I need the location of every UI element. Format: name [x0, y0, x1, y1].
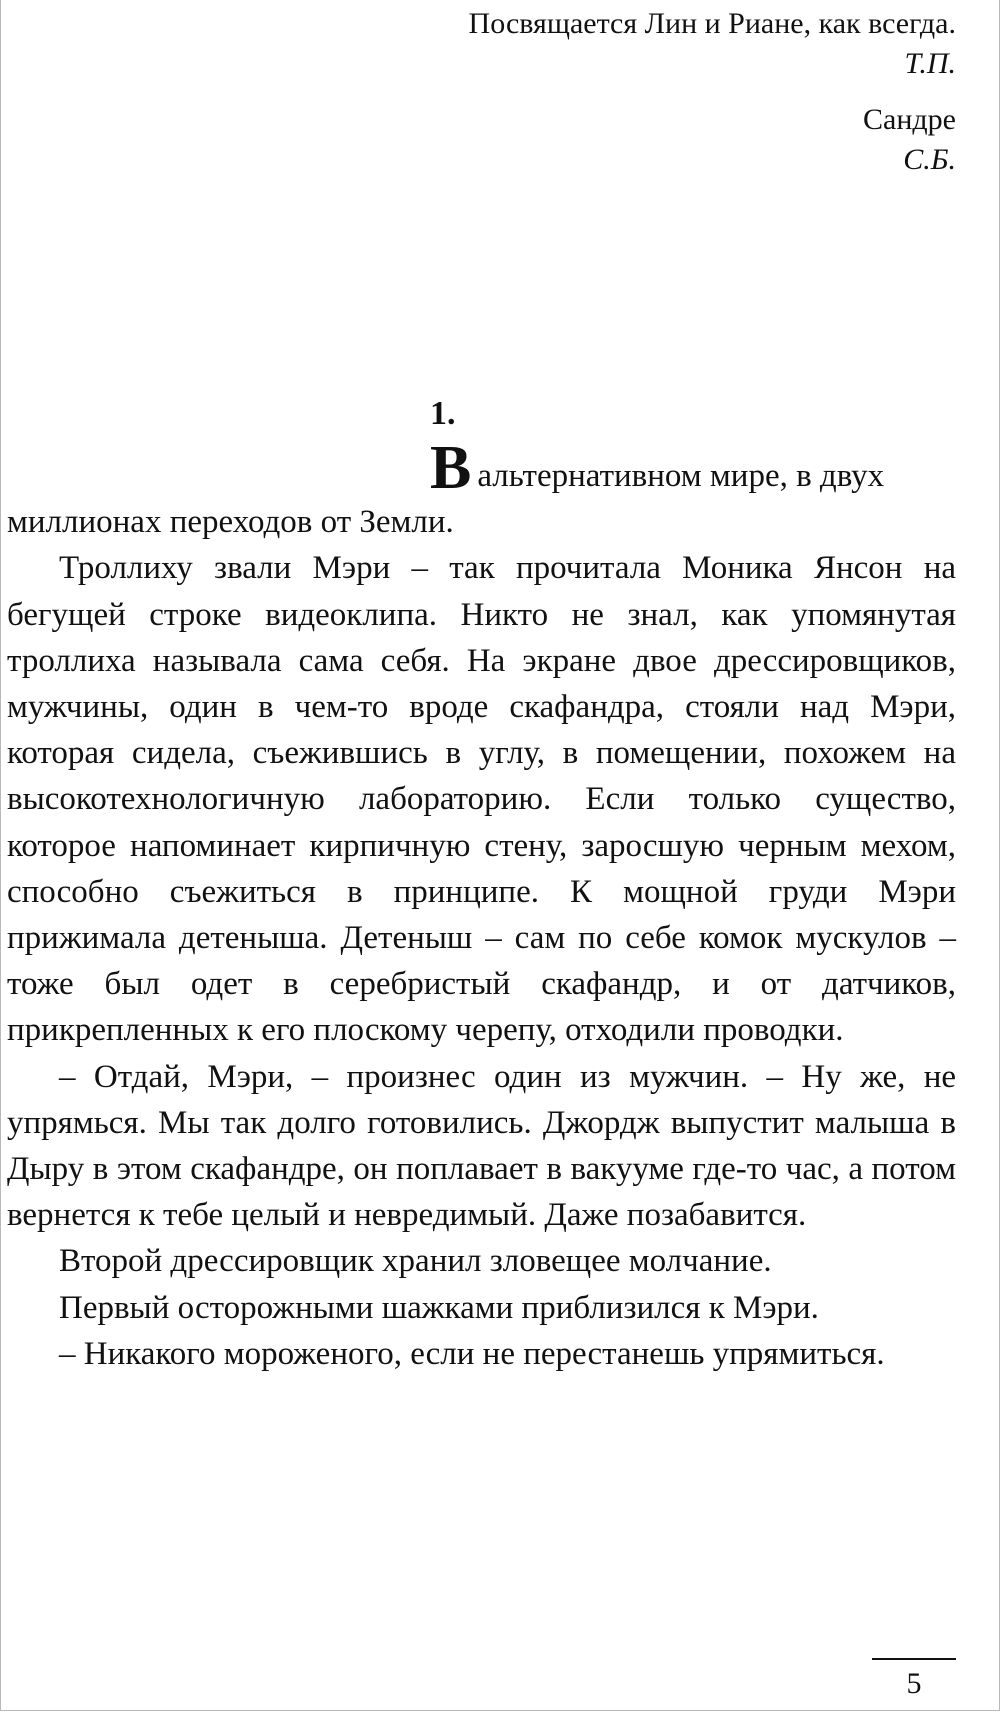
paragraph: Первый осторожными шажками приблизился к Мэри. [59, 1289, 819, 1326]
paragraph: Троллиху звали Мэри – так прочитала Моника Янсон на бегущей строке видеоклипа. Никто не знал, как упомянутая троллиха называла сама себя. На экране двое дрессировщиков, мужчины, один в чем-то вроде скафандра, стояли над Мэри, которая сидела, съежившись в углу, в помещении, похожем на высокотехнологичную лабораторию. Если только существо, которое напоминает кирпичную стену, заросшую черным мехом, способно съежиться в принципе. К мощной груди Мэри прижимала детеныша. Детеныш – сам по себе комок мускулов – тоже был одет в серебристый скафандр, и от датчиков, прикрепленных к его плоскому черепу, отходили проводки. [7, 550, 956, 1049]
dedication-1 [256, 4, 956, 84]
opening-first-line: альтернативном мире, в двух [477, 458, 885, 494]
dedication-text: Сандре [863, 103, 956, 136]
opening-continuation: миллионах переходов от Земли. [7, 504, 454, 541]
drop-cap: В [430, 434, 472, 502]
chapter-body [7, 434, 956, 1377]
chapter-number: 1. [430, 395, 456, 432]
paragraph: – Никакого мороженого, если не перестанешь упрямиться. [59, 1335, 885, 1372]
dedication-signature: С.Б. [903, 143, 956, 176]
paragraph: Второй дрессировщик хранил зловещее молчание. [59, 1243, 772, 1280]
paragraph: – Отдай, Мэри, – произнес один из мужчин. – Ну же, не упрямься. Мы так долго готовились. Джордж выпустит малыша в Дыру в этом скафандре, он поплавает в вакууме где-то час, а потом вернется к тебе целый и невредимый. Даже позабавится. [7, 1058, 956, 1234]
dedication-signature: Т.П. [904, 47, 956, 80]
dedication-text: Посвящается Лин и Риане, как всегда. [468, 7, 956, 40]
opening-paragraph [7, 434, 956, 545]
folio-rule [872, 1658, 956, 1660]
page-number: 5 [906, 1667, 922, 1700]
dedications [256, 4, 956, 180]
dedication-2 [256, 100, 956, 180]
